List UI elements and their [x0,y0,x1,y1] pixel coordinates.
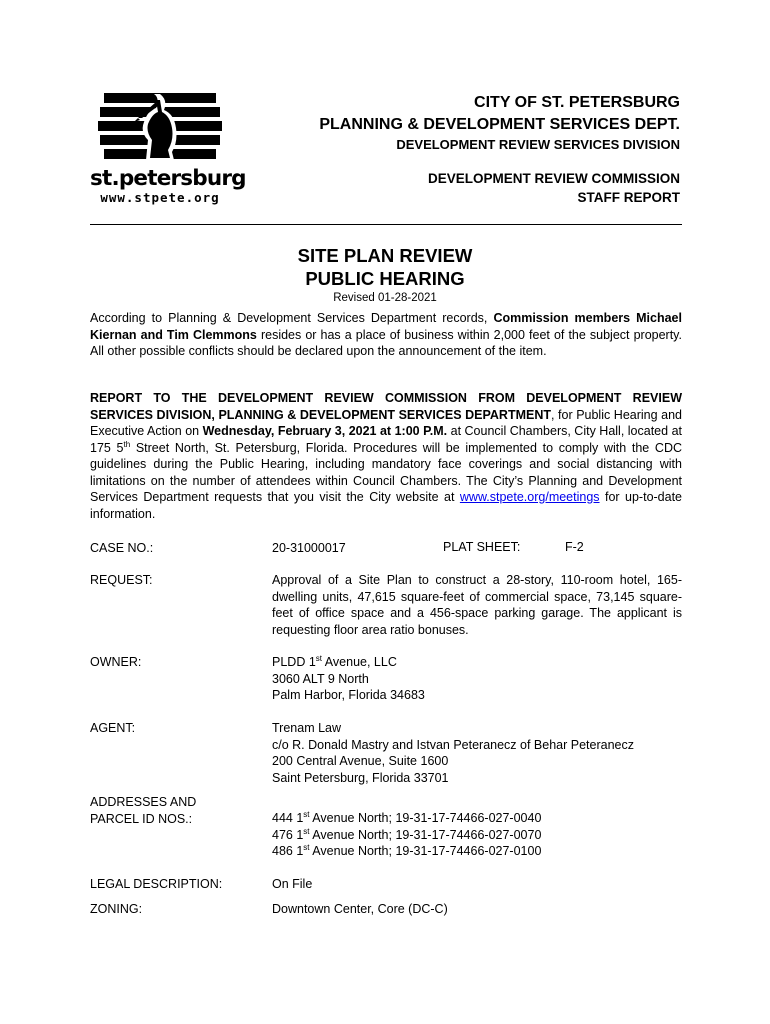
conflict-text: According to Planning & Development Services Department records, [90,311,494,325]
report-intro-paragraph [90,390,682,522]
addresses-label-line: PARCEL ID NOS.: [90,811,193,826]
case-no-value: 20-31000017 [272,541,346,555]
address-text: 486 1 [272,844,304,858]
addresses-label [90,794,196,827]
report-intro-text: at Council Chambers, City Hall, located at 175 5 [90,424,682,455]
address-line [272,810,682,827]
owner-line: Palm Harbor, Florida 34683 [272,688,425,702]
address-text: 476 1 [272,827,304,842]
commission-members: Commission members Michael Kiernan and Tim Clemmons [90,311,682,342]
ordinal-suffix: th [123,439,131,449]
agent-line: c/o R. Donald Mastry and Istvan Peteranecz of Behar Peteranecz [272,737,634,752]
header-commission: DEVELOPMENT REVIEW COMMISSION [427,171,680,186]
agent-value [272,720,682,786]
ordinal-suffix: st [315,653,323,663]
report-intro-text: for up-to-date information. [90,490,683,521]
owner-name: Avenue, LLC [322,655,397,669]
logo-url[interactable]: www.stpete.org [100,190,220,205]
owner-line [272,654,682,671]
owner-value [272,654,682,704]
addresses-label-line: ADDRESSES AND [90,795,197,809]
plat-sheet-value: F-2 [565,540,584,554]
pelican-icon [90,92,230,168]
header-dept: PLANNING & DEVELOPMENT SERVICES DEPT. [319,116,680,133]
meetings-link[interactable]: www.stpete.org/meetings [459,490,600,504]
agent-label: AGENT: [90,721,136,735]
hearing-date: Wednesday, February 3, 2021 at 1:00 P.M. [202,424,448,438]
owner-label: OWNER: [90,655,142,669]
conflict-text: resides or has a place of business within 2,000 feet of the subject property. All other possible conflicts should be declared upon the announcement of the item. [90,327,682,358]
header-report: STAFF REPORT [577,190,680,205]
ordinal-suffix: st [303,826,310,836]
logo-wordmark: st.petersburg [90,166,246,191]
title-line-2: PUBLIC HEARING [305,268,465,289]
plat-sheet-label: PLAT SHEET: [443,540,521,554]
report-intro-text: Street North, St. Petersburg, Florida. Procedures will be implemented to comply with the CDC guidelines during the Public Hearing, including mandatory face coverings and social distancing with limitations on the number of attendees within Council Chambers. The City’s Planning and Development Services Department requests that you visit the City website at [90,440,683,504]
addresses-value [272,810,682,860]
address-text: 444 1 [272,811,304,825]
agent-line: Trenam Law [272,721,342,735]
owner-name: PLDD 1 [272,655,316,669]
zoning-value: Downtown Center, Core (DC-C) [272,902,448,916]
legal-description-value: On File [272,877,313,891]
title-line-1: SITE PLAN REVIEW [297,245,473,266]
ordinal-suffix: st [303,842,310,852]
address-text: Avenue North; 19-31-17-74466-027-0040 [309,811,542,825]
header-city: CITY OF ST. PETERSBURG [474,94,680,111]
header-divider [90,224,682,225]
ordinal-suffix: st [303,809,310,819]
request-label: REQUEST: [90,573,153,587]
case-no-label: CASE NO.: [90,541,154,555]
report-intro-heading: REPORT TO THE DEVELOPMENT REVIEW COMMISSION FROM DEVELOPMENT REVIEW SERVICES DIVISION, PLANNING & DEVELOPMENT SERVICES DEPARTMENT [90,391,682,422]
conflict-paragraph [90,310,682,360]
agent-line: 200 Central Avenue, Suite 1600 [272,754,449,768]
report-intro-text: , for Public Hearing and Executive Action on [90,407,682,438]
address-text: Avenue North; 19-31-17-74466-027-0100 [309,844,542,858]
zoning-label: ZONING: [90,902,143,916]
legal-description-label: LEGAL DESCRIPTION: [90,877,223,891]
header-division: DEVELOPMENT REVIEW SERVICES DIVISION [396,137,680,152]
revised-date: Revised 01-28-2021 [333,292,437,304]
address-line [272,827,682,844]
address-text: Avenue North; 19-31-17-74466-027-0070 [309,827,542,842]
owner-line: 3060 ALT 9 North [272,671,369,686]
request-value: Approval of a Site Plan to construct a 28-story, 110-room hotel, 165-dwelling units, 47,615 square-feet of commercial space, 73,145 square-feet of office space and a 456-space parking garage. The applicant is requesting floor area ratio bonuses. [272,573,682,637]
address-line [272,843,682,860]
city-logo [90,92,246,210]
agent-line: Saint Petersburg, Florida 33701 [272,770,449,785]
